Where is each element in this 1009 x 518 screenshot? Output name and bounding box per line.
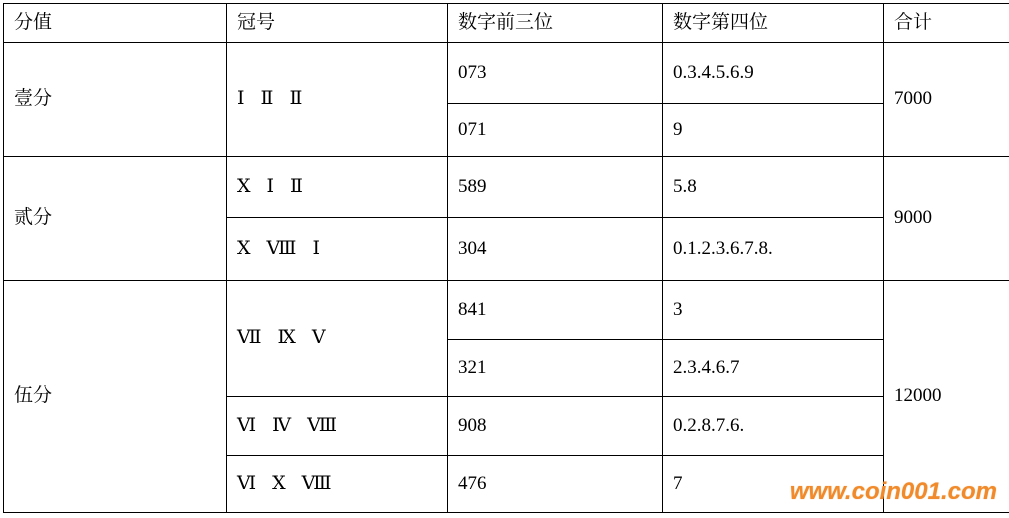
table-header-row [4,4,1009,43]
cell-prefix [227,281,448,397]
roman-prefix [237,238,322,259]
roman-numeral: Ⅳ [272,415,293,436]
cell-first3: 321 [448,340,663,397]
cell-fourth: 3 [663,281,884,340]
roman-numeral: Ⅸ [278,327,298,348]
cell-fourth: 0.3.4.5.6.9 [663,43,884,104]
roman-prefix [237,88,304,109]
roman-numeral: Ⅶ [237,327,264,348]
watermark-text: www.coin001.com [790,478,997,506]
roman-numeral: Ⅴ [312,327,328,348]
cell-first3: 841 [448,281,663,340]
header-cell-fourth: 数字第四位 [663,4,884,43]
roman-numeral: Ⅱ [289,88,304,109]
header-cell-prefix: 冠号 [227,4,448,43]
cell-fourth: 2.3.4.6.7 [663,340,884,397]
roman-numeral: Ⅹ [272,473,288,494]
roman-prefix [237,327,328,348]
roman-prefix [237,415,339,436]
table-row [4,281,1009,340]
roman-prefix [237,473,334,494]
cell-fourth: 0.1.2.3.6.7.8. [663,218,884,281]
cell-first3: 304 [448,218,663,281]
cell-prefix [227,43,448,157]
cell-first3: 476 [448,456,663,513]
table-row [4,157,1009,218]
cell-score: 壹分 [4,43,227,157]
roman-numeral: Ⅱ [261,88,276,109]
roman-numeral: Ⅰ [312,238,322,259]
cell-first3: 589 [448,157,663,218]
cell-fourth: 9 [663,104,884,157]
cell-score: 伍分 [4,281,227,513]
cell-total: 9000 [884,157,1009,281]
cell-prefix [227,218,448,281]
roman-numeral: Ⅹ [237,176,253,197]
roman-numeral: Ⅷ [307,415,339,436]
roman-numeral: Ⅷ [302,473,334,494]
roman-numeral: Ⅵ [237,473,258,494]
cell-fourth: 5.8 [663,157,884,218]
roman-prefix [237,176,305,197]
cell-prefix [227,397,448,456]
header-cell-total: 合计 [884,4,1009,43]
header-cell-first3: 数字前三位 [448,4,663,43]
table-row [4,43,1009,104]
cell-fourth: 0.2.8.7.6. [663,397,884,456]
roman-numeral: Ⅰ [267,176,277,197]
cell-first3: 073 [448,43,663,104]
cell-total: 7000 [884,43,1009,157]
cell-prefix [227,157,448,218]
document-sheet [0,3,1009,518]
roman-numeral: Ⅰ [237,88,247,109]
cell-first3: 908 [448,397,663,456]
header-cell-score: 分值 [4,4,227,43]
cell-fourth: 7 [663,456,884,513]
roman-numeral: Ⅱ [290,176,305,197]
cell-score: 贰分 [4,157,227,281]
roman-numeral: Ⅷ [267,238,299,259]
roman-numeral: Ⅹ [237,238,253,259]
coin-prefix-table [3,3,1009,513]
cell-first3: 071 [448,104,663,157]
roman-numeral: Ⅵ [237,415,258,436]
cell-prefix [227,456,448,513]
cell-total: 12000 [884,281,1009,513]
